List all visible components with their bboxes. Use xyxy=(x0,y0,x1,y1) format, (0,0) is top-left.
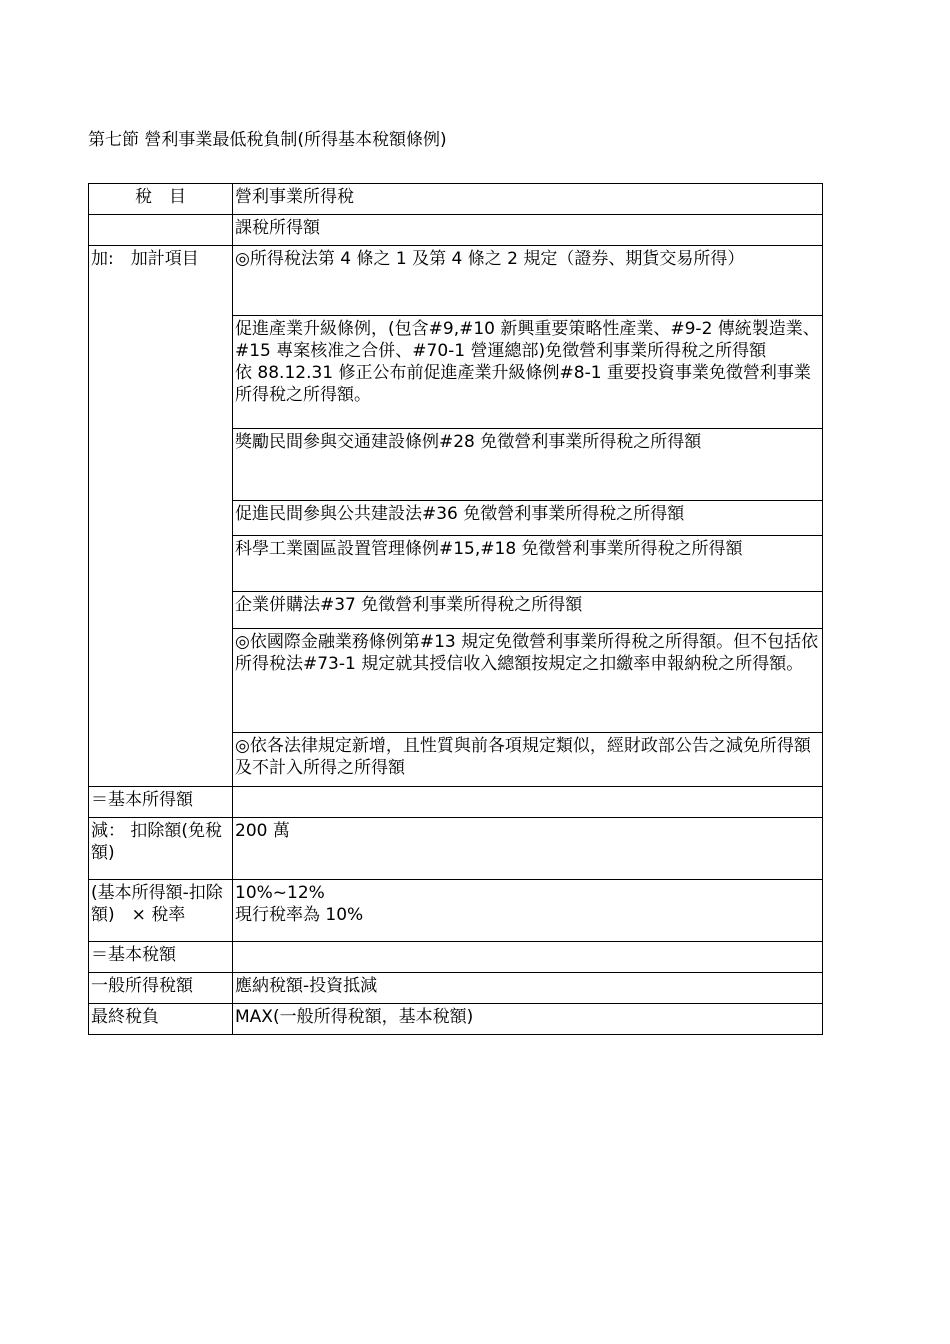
table-row-rate xyxy=(89,880,823,942)
table-cell-empty xyxy=(233,942,823,973)
table-cell-rate-value xyxy=(233,880,823,942)
table-cell-empty xyxy=(233,787,823,818)
table-cell-taxable-income: 課稅所得額 xyxy=(233,215,823,246)
table-cell-add-item: 科學工業園區設置管理條例#15,#18 免徵營利事業所得稅之所得額 xyxy=(233,536,823,592)
table-cell-general-tax-value: 應納稅額-投資抵減 xyxy=(233,973,823,1004)
table-row-deduction xyxy=(89,818,823,880)
table-cell-deduction-label: 減： 扣除額(免稅額) xyxy=(89,818,233,880)
table-cell-add-item: ◎依各法律規定新增，且性質與前各項規定類似，經財政部公告之減免所得額及不計入所得之所得額 xyxy=(233,733,823,787)
current-rate: 現行稅率為 10% xyxy=(235,905,364,925)
table-cell-final-tax-value: MAX(一般所得稅額，基本稅額) xyxy=(233,1004,823,1035)
add-items-label: 加: 加計項目 xyxy=(91,249,199,269)
table-cell-basic-tax-label: ＝基本稅額 xyxy=(89,942,233,973)
table-cell-add-item: 獎勵民間參與交通建設條例#28 免徵營利事業所得稅之所得額 xyxy=(233,429,823,501)
table-row-taxable-income xyxy=(89,215,823,246)
table-row-basic-tax xyxy=(89,942,823,973)
table-header-business-income-tax: 營利事業所得稅 xyxy=(233,184,823,215)
table-cell-deduction-value: 200 萬 xyxy=(233,818,823,880)
table-cell-basic-income-label: ＝基本所得額 xyxy=(89,787,233,818)
table-row-basic-income xyxy=(89,787,823,818)
tax-table xyxy=(88,183,823,1035)
table-cell-add-items-label xyxy=(89,246,233,787)
table-cell-add-item xyxy=(233,316,823,429)
rate-range: 10%~12% xyxy=(235,883,325,903)
table-cell-add-item: 企業併購法#37 免徵營利事業所得稅之所得額 xyxy=(233,592,823,629)
table-cell-general-tax-label: 一般所得稅額 xyxy=(89,973,233,1004)
table-cell-final-tax-label: 最終稅負 xyxy=(89,1004,233,1035)
table-row-add-item-1 xyxy=(89,246,823,316)
table-cell-empty xyxy=(89,215,233,246)
table-row-final-tax xyxy=(89,1004,823,1035)
table-row-general-tax xyxy=(89,973,823,1004)
page-title: 第七節 營利事業最低稅負制(所得基本稅額條例) xyxy=(88,130,447,150)
table-header-tax-item: 稅 目 xyxy=(89,184,233,215)
add-item-text: 依 88.12.31 修正公布前促進產業升級條例#8-1 重要投資事業免徵營利事業所得稅之所得額。 xyxy=(235,363,811,405)
table-cell-add-item: ◎所得稅法第 4 條之 1 及第 4 條之 2 規定（證券、期貨交易所得） xyxy=(233,246,823,316)
table-row-header xyxy=(89,184,823,215)
table-cell-add-item: ◎依國際金融業務條例第#13 規定免徵營利事業所得稅之所得額。但不包括依所得稅法#73-1 規定就其授信收入總額按規定之扣繳率申報納稅之所得額。 xyxy=(233,629,823,733)
add-item-text: 促進產業升級條例，(包含#9,#10 新興重要策略性產業、#9-2 傳統製造業、#15 專案核准之合併、#70-1 營運總部)免徵營利事業所得稅之所得額 xyxy=(235,319,820,361)
table-cell-rate-label: (基本所得額-扣除額) × 稅率 xyxy=(89,880,233,942)
table-cell-add-item: 促進民間參與公共建設法#36 免徵營利事業所得稅之所得額 xyxy=(233,501,823,536)
